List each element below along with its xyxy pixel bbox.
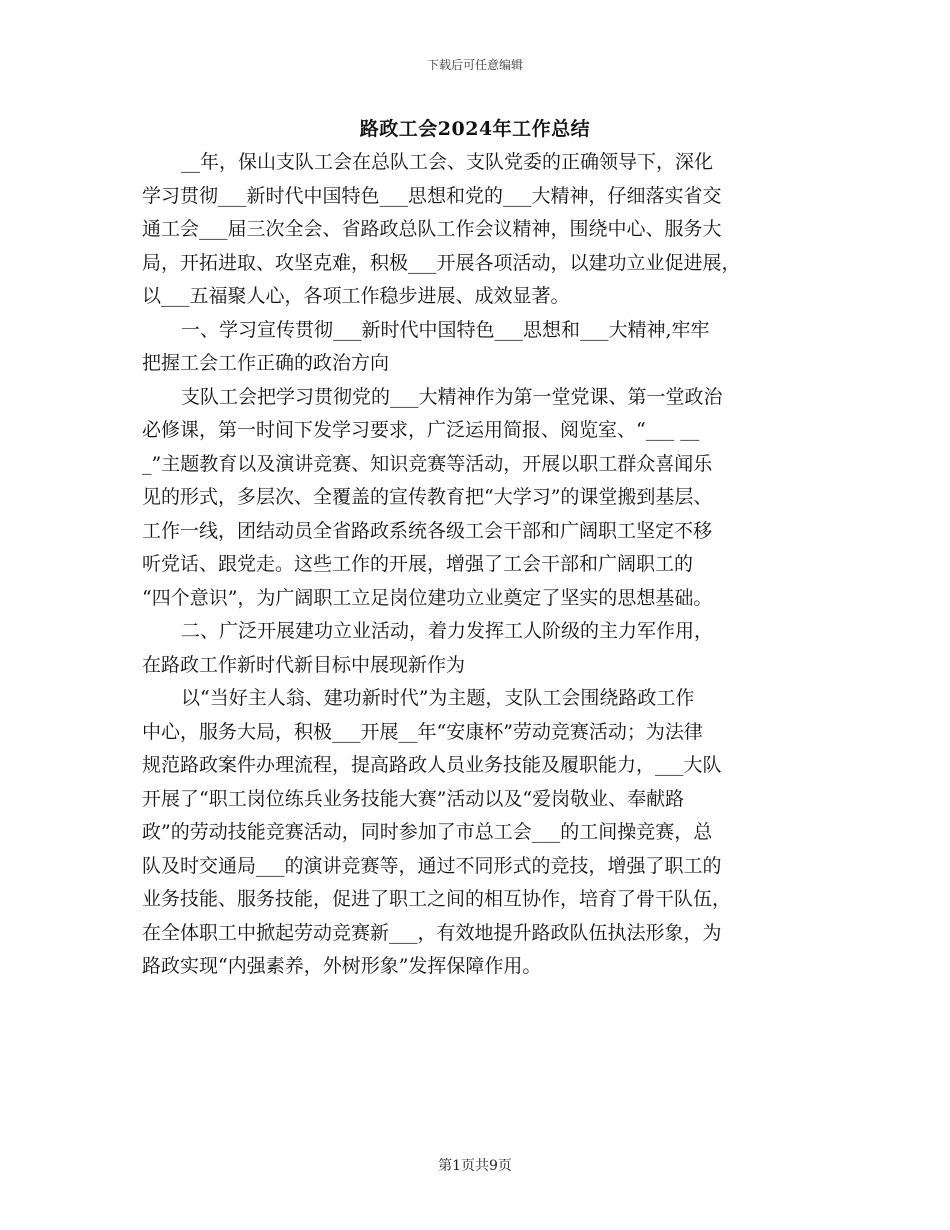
- text-line: 开展了“职工岗位练兵业务技能大赛”活动以及“爱岗敬业、奉献路: [142, 787, 685, 810]
- text-line: 政”的劳动技能竞赛活动，同时参加了市总工会___的工间操竞赛，总: [142, 821, 713, 843]
- text-line: 路政实现“内强素养，外树形象”发挥保障作用。: [142, 955, 542, 977]
- section-heading-2: 二、广泛开展建功立业活动，着力发挥工人阶级的主力军作用，: [181, 620, 714, 642]
- document-body: [142, 146, 810, 984]
- page-header: 下载后可任意编辑: [426, 58, 523, 72]
- section-heading-2-cont: 在路政工作新时代新目标中展现新作为: [142, 653, 466, 676]
- text-line: 队及时交通局___的演讲竞赛等，通过不同形式的竞技，增强了职工的: [142, 854, 722, 877]
- section-heading-1: 一、学习宣传贯彻___新时代中国特色___思想和___大精神,牢牢: [181, 318, 710, 341]
- text-line: _”主题教育以及演讲竞赛、知识竞赛等活动，开展以职工群众喜闻乐: [142, 452, 713, 475]
- page-footer: 第1页共9页: [438, 1158, 512, 1174]
- text-line: 工作一线，团结动员全省路政系统各级工会干部和广阔职工坚定不移: [142, 519, 713, 542]
- document-title: 路政工会2024年工作总结: [359, 118, 591, 140]
- text-line: 通工会___届三次全会、省路政总队工作会议精神，围绕中心、服务大: [142, 218, 722, 240]
- text-line: 规范路政案件办理流程，提高路政人员业务技能及履职能力，___大队: [142, 754, 722, 776]
- text-line: 听党话、跟党走。这些工作的开展，增强了工会干部和广阔职工的: [142, 553, 694, 575]
- text-line: 在全体职工中掀起劳动竞赛新___，有效地提升路政队伍执法形象，为: [142, 921, 722, 944]
- text-line: 学习贯彻___新时代中国特色___思想和党的___大精神，仔细落实省交: [142, 184, 722, 207]
- text-line: 局，开拓进取、攻坚克难，积极___开展各项活动，以建功立业促进展，: [142, 251, 741, 274]
- text-line: 见的形式，多层次、全覆盖的宣传教育把“大学习”的课堂搬到基层、: [142, 486, 713, 508]
- text-line: 支队工会把学习贯彻党的___大精神作为第一堂党课、第一堂政治: [181, 385, 723, 408]
- text-line: 中心，服务大局，积极___开展__年“安康杯”劳动竞赛活动；为法律: [142, 720, 703, 743]
- text-line: __年，保山支队工会在总队工会、支队党委的正确领导下，深化: [181, 151, 714, 173]
- text-line: “四个意识”，为广阔职工立足岗位建功立业奠定了坚实的思想基础。: [142, 586, 713, 609]
- text-line: 业务技能、服务技能，促进了职工之间的相互协作，培育了骨干队伍，: [142, 888, 732, 910]
- section-heading-1-cont: 把握工会工作正确的政治方向: [142, 352, 390, 374]
- text-line: 以___五福聚人心，各项工作稳步进展、成效显著。: [142, 285, 570, 307]
- text-line: 以“当好主人翁、建功新时代”为主题，支队工会围绕路政工作: [181, 687, 695, 709]
- text-line: 必修课，第一时间下发学习要求，广泛运用简报、阅览室、“___ __: [142, 419, 700, 441]
